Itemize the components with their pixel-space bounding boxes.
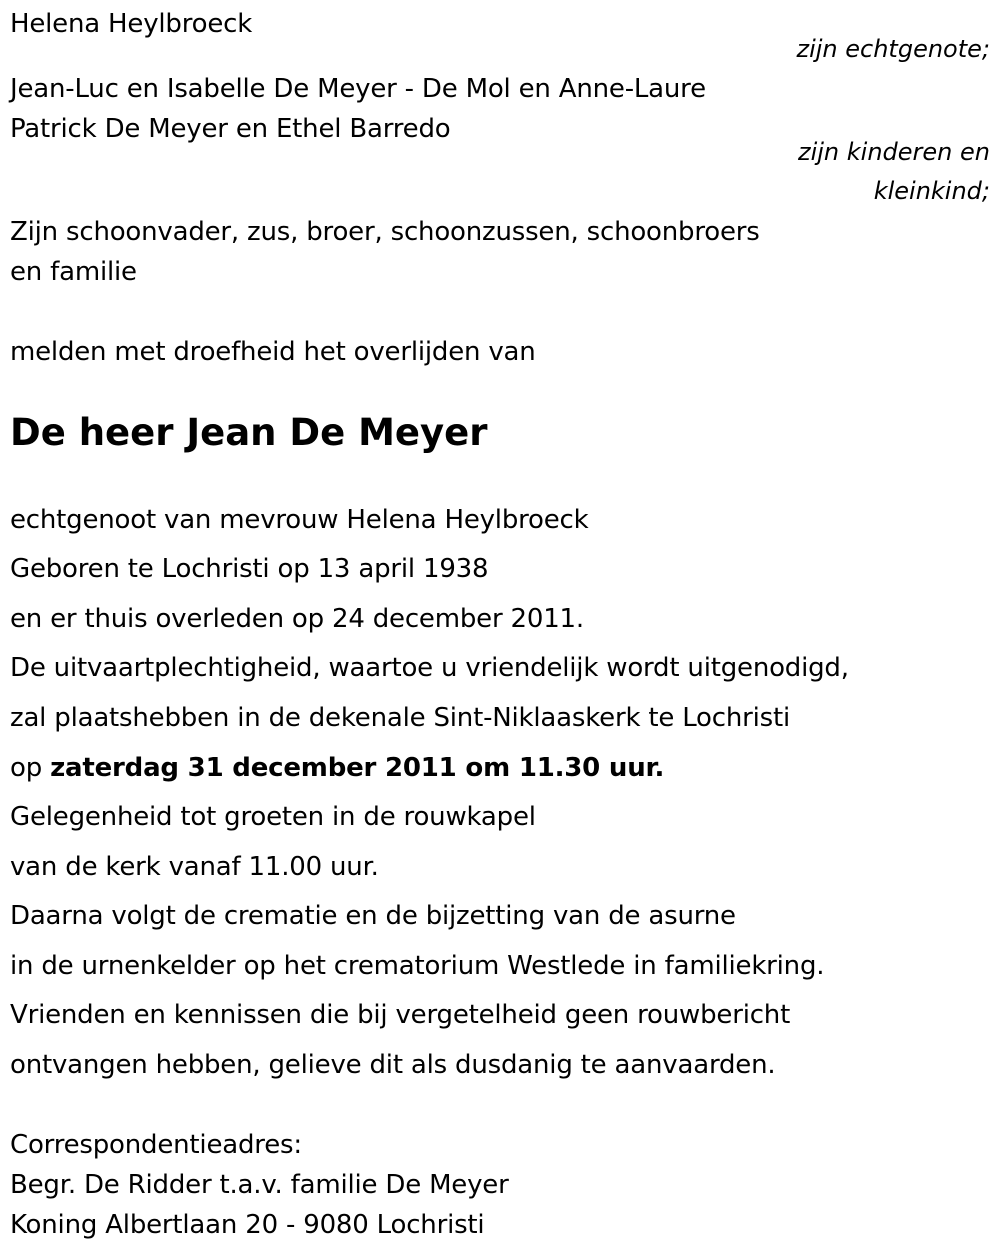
spouse-role: zijn echtgenote; [796,35,990,63]
detail-line-6-prefix: op [10,753,43,783]
correspondence-line-2: Koning Albertlaan 20 - 9080 Lochristi [10,1210,485,1240]
children-line-2: Patrick De Meyer en Ethel Barredo [10,114,451,144]
detail-line-6 [10,752,664,784]
detail-line-4: De uitvaartplechtigheid, waartoe u vriendelijk wordt uitgenodigd, [10,653,849,683]
relatives-line-2: en familie [10,257,137,287]
detail-line-8: van de kerk vanaf 11.00 uur. [10,852,379,882]
children-line-1: Jean-Luc en Isabelle De Meyer - De Mol en Anne-Laure [10,74,706,104]
detail-line-5: zal plaatshebben in de dekenale Sint-Niklaaskerk te Lochristi [10,703,791,733]
detail-line-11: Vrienden en kennissen die bij vergetelheid geen rouwbericht [10,1000,791,1030]
relatives-line-1: Zijn schoonvader, zus, broer, schoonzussen, schoonbroers [10,217,760,247]
children-role-1: zijn kinderen en [798,138,990,166]
spouse-name: Helena Heylbroeck [10,9,253,39]
service-date-time: zaterdag 31 december 2011 om 11.30 uur. [50,753,665,783]
correspondence-line-1: Begr. De Ridder t.a.v. familie De Meyer [10,1170,509,1200]
detail-line-12: ontvangen hebben, gelieve dit als dusdanig te aanvaarden. [10,1050,776,1080]
detail-line-7: Gelegenheid tot groeten in de rouwkapel [10,802,536,832]
announcement: melden met droefheid het overlijden van [10,337,536,367]
children-role-2: kleinkind; [873,177,990,205]
detail-line-9: Daarna volgt de crematie en de bijzetting van de asurne [10,901,736,931]
detail-line-1: echtgenoot van mevrouw Helena Heylbroeck [10,505,589,535]
correspondence-label: Correspondentieadres: [10,1130,302,1160]
detail-line-2: Geboren te Lochristi op 13 april 1938 [10,554,489,584]
detail-line-10: in de urnenkelder op het crematorium Westlede in familiekring. [10,951,825,981]
deceased-name: De heer Jean De Meyer [10,411,488,454]
detail-line-3: en er thuis overleden op 24 december 2011. [10,604,584,634]
